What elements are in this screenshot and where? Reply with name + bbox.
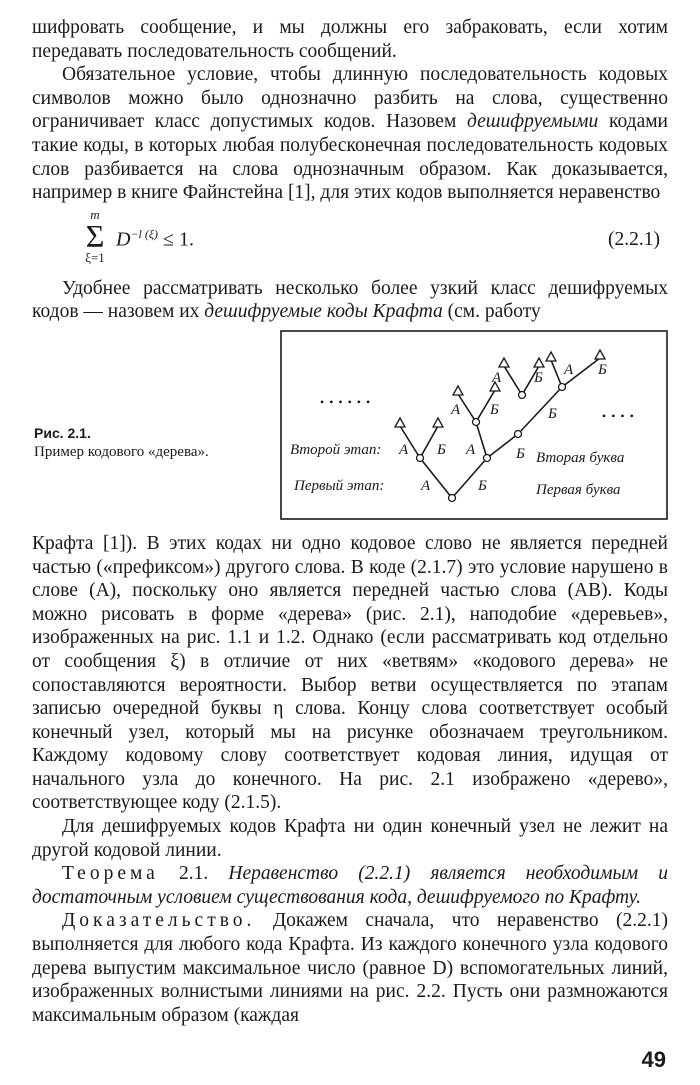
- node: [484, 454, 491, 461]
- term-decipherable: дешифруемыми: [467, 111, 599, 133]
- label-second-letter: Вторая буква: [536, 449, 625, 466]
- label-second-stage: Второй этап:: [290, 441, 382, 458]
- terminal-triangle: [453, 386, 463, 395]
- terminal-triangle: [433, 418, 443, 427]
- paragraph-2-text-a: Обязательное условие, чтобы длинную последовательность кодовых символов можно было однозначно разбить на слова, существенно ограничивает класс допустимых кодов. Назовем: [32, 64, 668, 133]
- figure-caption-title: Рис. 2.1.: [34, 424, 91, 441]
- equation-rhs: ≤ 1.: [158, 228, 194, 251]
- terminal-triangle: [595, 350, 605, 359]
- paragraph-2-text-c: кодами такие коды, в которых любая полубесконечная последовательность кодовых слов разбивается на слова однозначным образом. Как доказывается, например в книге Файнстейна [1], для этих кодов выполняется неравенство: [32, 111, 668, 204]
- page-body: [32, 16, 668, 1027]
- paragraph-3: [32, 277, 668, 324]
- node: [519, 391, 526, 398]
- equation-2-2-1: [32, 206, 668, 275]
- node: [515, 430, 522, 437]
- branch-label-a: А: [492, 369, 502, 386]
- root-node: [449, 494, 456, 501]
- theorem-number: 2.1.: [158, 863, 229, 885]
- figure-caption-text: Пример кодового «дерева».: [34, 443, 209, 460]
- equation-exponent: −l (ξ): [130, 226, 159, 241]
- branch-label-a: А: [466, 441, 476, 458]
- figure-2-1: [32, 330, 668, 526]
- sum-sign: Σ: [85, 217, 105, 254]
- branch-label-b: Б: [437, 441, 446, 458]
- equation-body: [116, 227, 194, 252]
- terminal-triangle: [546, 352, 556, 361]
- proof-label: Доказательство.: [62, 910, 256, 932]
- label-first-letter: Первая буква: [536, 481, 621, 498]
- paragraph-2: [32, 63, 668, 205]
- dots-left: • • • • • •: [320, 394, 372, 409]
- terminal-triangle: [534, 358, 544, 367]
- theorem-label: Теорема: [62, 863, 159, 885]
- node: [417, 454, 424, 461]
- theorem-2-1: [32, 862, 668, 909]
- terminal-triangle: [499, 358, 509, 367]
- equation-number: (2.2.1): [608, 228, 660, 250]
- node: [559, 383, 566, 390]
- paragraph-3-text-c: (см. работу: [442, 301, 541, 323]
- paragraph-3-text-a: Удобнее рассматривать несколько более узкий класс дешифруемых кодов — назовем их: [32, 277, 668, 323]
- branch-label-b: Б: [490, 401, 499, 418]
- paragraph-5: Для дешифруемых кодов Крафта ни один конечный узел не лежит на другой кодовой линии.: [32, 816, 668, 861]
- sum-operator: [80, 206, 110, 265]
- dots-right: • • • •: [602, 408, 635, 423]
- proof-paragraph: [32, 909, 668, 1027]
- proof-text: Докажем сначала, что неравенство (2.2.1) выполняется для любого кода Крафта. Из каждого конечного узла кодового дерева выпустим максимальное число (равное D) вспомогательных линий, изображенных волнистыми линиями на рис. 2.2. Пусть они размножаются максимальным образом (каждая: [32, 910, 668, 1026]
- branch-label-a: А: [399, 441, 409, 458]
- terminal-nodes: [395, 350, 605, 427]
- branch-label-b: Б: [548, 405, 557, 422]
- paragraph-4: Крафта [1]). В этих кодах ни одно кодовое слово не является передней частью («префиксом») другого слова. В коде (2.1.7) это условие нарушено в слове (А), поскольку оно является передней частью слова (АВ). Коды можно рисовать в форме «дерева» (рис. 2.1), наподобие «деревьев», изображенных на рис. 1.1 и 1.2. Однако (если рассматривать код отдельно от сообщения ξ) в отличие от них «ветвям» «кодового дерева» не сопоставляются вероятности. Выбор ветви осуществляется по этапам записью очередной буквы η слова. Концу слова соответствует особый конечный узел, который мы на рисунке обозначаем треугольником. Каждому кодовому слову соответствует кодовая линия, идущая от начального узла до конечного. На рис. 2.1 изображено «дерево», соответствующее коду (2.1.5).: [32, 532, 668, 814]
- branch-label-a: А: [451, 401, 461, 418]
- branch-label-a: А: [564, 361, 574, 378]
- equation-base: D: [116, 228, 131, 251]
- branch-label-b: Б: [598, 361, 607, 378]
- branch-label-b: Б: [516, 445, 525, 462]
- term-kraft-codes: дешифруемые коды Крафта: [204, 301, 443, 323]
- branch-label-b: Б: [534, 369, 543, 386]
- label-first-stage: Первый этап:: [294, 477, 385, 494]
- sum-lower-limit: ξ=1: [85, 249, 105, 265]
- figure-caption: [34, 424, 264, 462]
- branch-label-b: Б: [478, 477, 487, 494]
- sum-upper-limit: m: [90, 206, 100, 222]
- code-tree-diagram: [280, 330, 670, 522]
- page-number: 49: [641, 1047, 666, 1072]
- branch-label-a: А: [421, 477, 431, 494]
- theorem-text: Неравенство (2.2.1) является необходимым и достаточным условием существования кода, дешифруемого по Крафту.: [32, 863, 668, 908]
- paragraph-1: шифровать сообщение, и мы должны его забраковать, если хотим передавать последовательность сообщений.: [32, 17, 668, 62]
- node: [473, 418, 480, 425]
- terminal-triangle: [395, 418, 405, 427]
